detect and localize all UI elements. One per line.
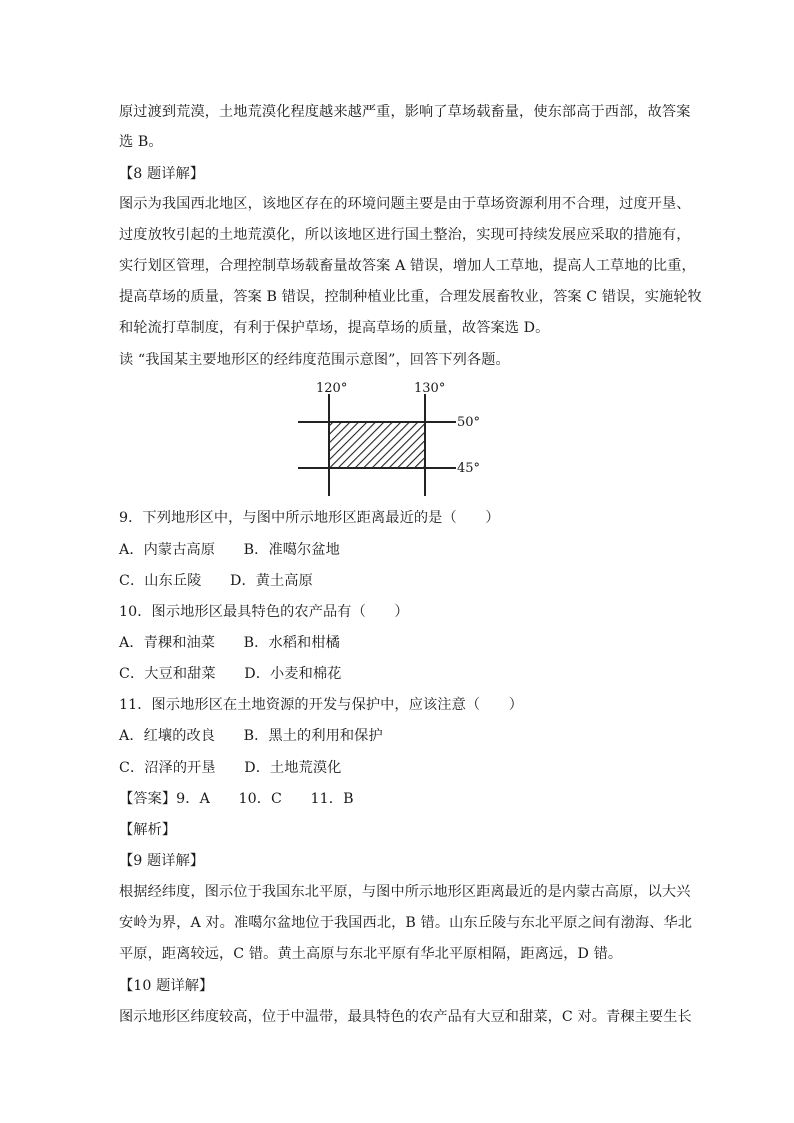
paragraph-line: 图示地形区纬度较高，位于中温带，最具特色的农产品有大豆和甜菜，C 对。青稞主要生长 — [119, 1009, 692, 1025]
question-11: 11．图示地形区在土地资源的开发与保护中，应该注意（ ） — [119, 697, 524, 713]
option-row: C．山东丘陵 D．黄土高原 — [119, 573, 313, 589]
paragraph-line: 平原，距离较远，C 错。黄土高原与东北平原有华北平原相隔，距离远，D 错。 — [119, 946, 623, 962]
option-row: A．青稞和油菜 B．水稻和柑橘 — [119, 635, 340, 651]
paragraph-line: 选 B。 — [119, 134, 163, 150]
question-9: 9．下列地形区中，与图中所示地形区距离最近的是（ ） — [119, 510, 500, 526]
option-row: C．大豆和甜菜 D．小麦和棉花 — [119, 666, 342, 682]
longitude-label-130: 130° — [414, 382, 446, 396]
section-heading: 【10 题详解】 — [119, 978, 214, 994]
section-heading: 【8 题详解】 — [119, 166, 205, 182]
latitude-label-50: 50° — [457, 415, 481, 430]
longitude-label-120: 120° — [316, 382, 348, 396]
paragraph-line: 安岭为界，A 对。准噶尔盆地位于我国西北，B 错。山东丘陵与东北平原之间有渤海、华北 — [119, 915, 693, 931]
paragraph-line: 和轮流打草制度，有利于保护草场，提高草场的质量，故答案选 D。 — [119, 320, 550, 336]
section-heading: 【解析】 — [119, 822, 177, 838]
paragraph-line: 根据经纬度，图示位于我国东北平原，与图中所示地形区距离最近的是内蒙古高原，以大兴 — [119, 884, 691, 900]
paragraph-line: 原过渡到荒漠，土地荒漠化程度越来越严重，影响了草场载畜量，使东部高于西部，故答案 — [119, 104, 691, 120]
paragraph-line: 实行划区管理，合理控制草场载畜量故答案 A 错误，增加人工草地，提高人工草地的比重， — [119, 258, 696, 274]
option-row: A．红壤的改良 B．黑土的利用和保护 — [119, 728, 383, 744]
answer-line: 【答案】9．A 10．C 11．B — [119, 791, 354, 807]
option-row: C．沼泽的开垦 D．土地荒漠化 — [119, 760, 342, 776]
question-10: 10．图示地形区最具特色的农产品有（ ） — [119, 604, 409, 620]
latitude-label-45: 45° — [457, 461, 481, 476]
paragraph-line: 提高草场的质量，答案 B 错误，控制种植业比重，合理发展畜牧业，答案 C 错误，实施轮牧 — [119, 289, 702, 305]
option-row: A．内蒙古高原 B．准噶尔盆地 — [119, 542, 340, 558]
paragraph-line: 过度放牧引起的土地荒漠化，所以该地区进行国土整治，实现可持续发展应采取的措施有， — [119, 227, 691, 243]
lat-lon-range-figure — [296, 382, 482, 498]
question-intro: 读 “我国某主要地形区的经纬度范围示意图”，回答下列各题。 — [119, 352, 510, 368]
paragraph-line: 图示为我国西北地区，该地区存在的环境问题主要是由于草场资源利用不合理，过度开垦、 — [119, 196, 691, 212]
section-heading: 【9 题详解】 — [119, 853, 205, 869]
shaded-region — [329, 422, 425, 468]
